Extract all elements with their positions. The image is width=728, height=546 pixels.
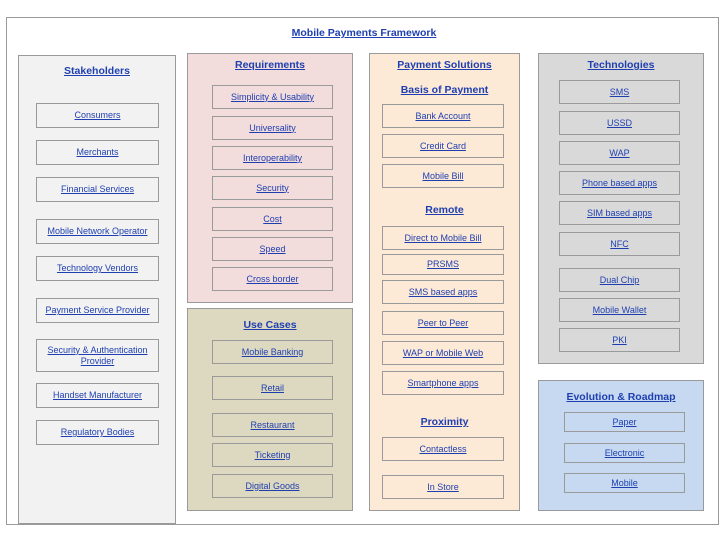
use-case-restaurant[interactable]: Restaurant	[212, 413, 333, 437]
proximity-in-store[interactable]: In Store	[382, 475, 504, 499]
evolution-roadmap-heading[interactable]: Evolution & Roadmap	[566, 391, 676, 403]
payment-solutions-panel	[369, 53, 520, 511]
requirement-universality[interactable]: Universality	[212, 116, 333, 140]
tech-nfc[interactable]: NFC	[559, 232, 680, 256]
stakeholder-consumers[interactable]: Consumers	[36, 103, 159, 128]
basis-of-payment-heading[interactable]: Basis of Payment	[400, 84, 489, 96]
tech-mobile-wallet[interactable]: Mobile Wallet	[559, 298, 680, 322]
payment-solutions-heading[interactable]: Payment Solutions	[397, 59, 492, 71]
tech-wap[interactable]: WAP	[559, 141, 680, 165]
use-case-mobile-banking[interactable]: Mobile Banking	[212, 340, 333, 364]
basis-bank-account[interactable]: Bank Account	[382, 104, 504, 128]
stakeholders-heading[interactable]: Stakeholders	[64, 65, 130, 77]
remote-prsms[interactable]: PRSMS	[382, 254, 504, 275]
basis-credit-card[interactable]: Credit Card	[382, 134, 504, 158]
requirements-panel	[187, 53, 353, 303]
use-case-digital-goods[interactable]: Digital Goods	[212, 474, 333, 498]
stakeholder-financial-services[interactable]: Financial Services	[36, 177, 159, 202]
tech-dual-chip[interactable]: Dual Chip	[559, 268, 680, 292]
tech-pki[interactable]: PKI	[559, 328, 680, 352]
tech-ussd[interactable]: USSD	[559, 111, 680, 135]
stakeholder-regulatory-bodies[interactable]: Regulatory Bodies	[36, 420, 159, 445]
requirement-security[interactable]: Security	[212, 176, 333, 200]
requirement-simplicity-usability[interactable]: Simplicity & Usability	[212, 85, 333, 109]
use-case-retail[interactable]: Retail	[212, 376, 333, 400]
stakeholder-payment-service-provider[interactable]: Payment Service Provider	[36, 298, 159, 323]
tech-sms[interactable]: SMS	[559, 80, 680, 104]
requirement-cross-border[interactable]: Cross border	[212, 267, 333, 291]
evolution-paper[interactable]: Paper	[564, 412, 685, 432]
stakeholder-technology-vendors[interactable]: Technology Vendors	[36, 256, 159, 281]
evolution-roadmap-panel	[538, 380, 704, 511]
tech-sim-based-apps[interactable]: SIM based apps	[559, 201, 680, 225]
remote-wap-or-mobile-web[interactable]: WAP or Mobile Web	[382, 341, 504, 365]
requirement-speed[interactable]: Speed	[212, 237, 333, 261]
stakeholder-handset-manufacturer[interactable]: Handset Manufacturer	[36, 383, 159, 408]
requirement-interoperability[interactable]: Interoperability	[212, 146, 333, 170]
stakeholder-security-authentication-provider[interactable]: Security & Authentication Provider	[36, 339, 159, 372]
remote-sms-based-apps[interactable]: SMS based apps	[382, 280, 504, 304]
basis-mobile-bill[interactable]: Mobile Bill	[382, 164, 504, 188]
use-cases-heading[interactable]: Use Cases	[243, 319, 297, 331]
stakeholders-panel	[18, 55, 176, 524]
proximity-contactless[interactable]: Contactless	[382, 437, 504, 461]
technologies-heading[interactable]: Technologies	[587, 59, 655, 71]
proximity-heading[interactable]: Proximity	[420, 416, 469, 428]
remote-direct-to-mobile-bill[interactable]: Direct to Mobile Bill	[382, 226, 504, 250]
requirements-heading[interactable]: Requirements	[234, 59, 306, 71]
stakeholder-mobile-network-operator[interactable]: Mobile Network Operator	[36, 219, 159, 244]
evolution-mobile[interactable]: Mobile	[564, 473, 685, 493]
use-case-ticketing[interactable]: Ticketing	[212, 443, 333, 467]
requirement-cost[interactable]: Cost	[212, 207, 333, 231]
evolution-electronic[interactable]: Electronic	[564, 443, 685, 463]
remote-smartphone-apps[interactable]: Smartphone apps	[382, 371, 504, 395]
remote-heading[interactable]: Remote	[425, 204, 464, 216]
stakeholder-merchants[interactable]: Merchants	[36, 140, 159, 165]
use-cases-panel	[187, 308, 353, 511]
page-title[interactable]: Mobile Payments Framework	[291, 27, 437, 39]
remote-peer-to-peer[interactable]: Peer to Peer	[382, 311, 504, 335]
technologies-panel	[538, 53, 704, 364]
tech-phone-based-apps[interactable]: Phone based apps	[559, 171, 680, 195]
